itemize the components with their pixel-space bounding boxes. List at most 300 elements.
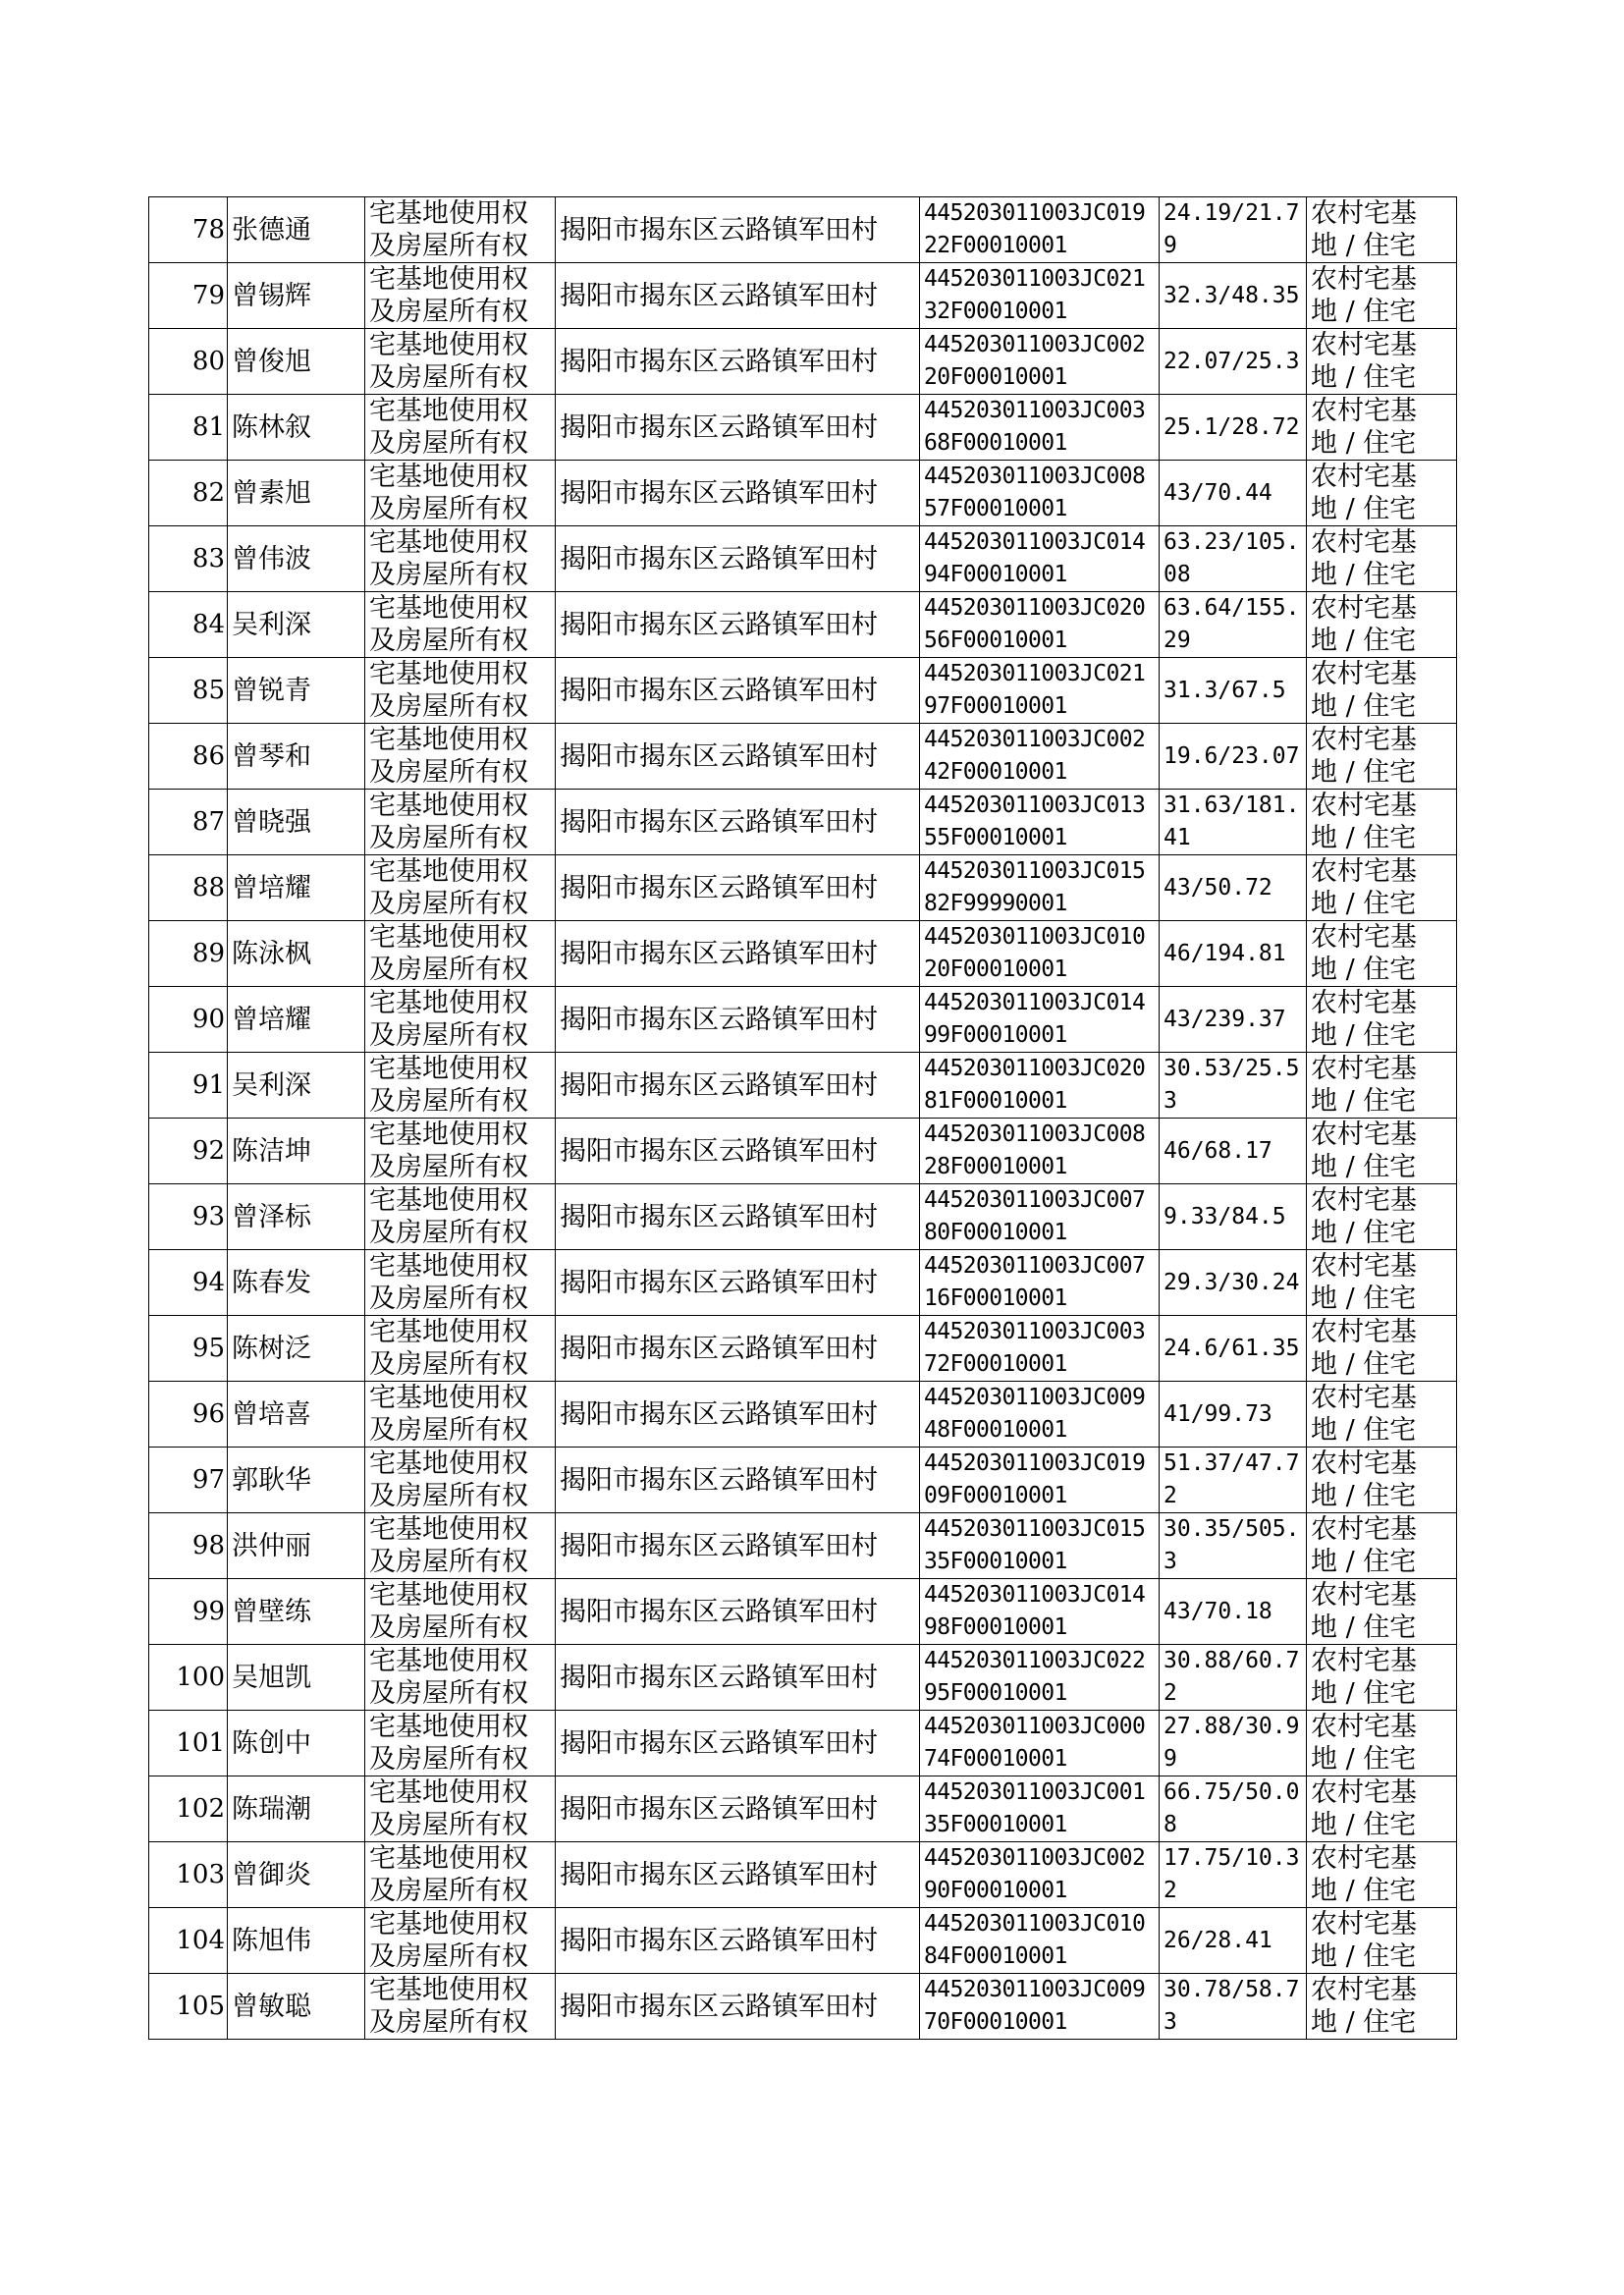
unit-code: 445203011003JC00242F00010001 <box>920 724 1160 790</box>
right-type-line2: 及房屋所有权 <box>369 1876 528 1906</box>
table-row <box>149 1842 1457 1908</box>
land-use-line1: 农村宅基 <box>1311 1185 1417 1216</box>
right-type-line2: 及房屋所有权 <box>369 1020 528 1051</box>
owner-name: 陈创中 <box>228 1711 365 1776</box>
right-type-line2: 及房屋所有权 <box>369 2007 528 2038</box>
location: 揭阳市揭东区云路镇军田村 <box>556 461 920 526</box>
location: 揭阳市揭东区云路镇军田村 <box>556 592 920 658</box>
table-row <box>149 921 1457 987</box>
land-use <box>1307 1053 1457 1119</box>
right-type-line2: 及房屋所有权 <box>369 1744 528 1775</box>
unit-code: 445203011003JC01922F00010001 <box>920 197 1160 263</box>
land-use-line1: 农村宅基 <box>1311 1712 1417 1742</box>
land-use-line2: 地 / 住宅 <box>1311 955 1417 985</box>
unit-code: 445203011003JC02056F00010001 <box>920 592 1160 658</box>
land-use-line1: 农村宅基 <box>1311 593 1417 624</box>
land-use <box>1307 461 1457 526</box>
land-use <box>1307 1513 1457 1579</box>
owner-name: 曾御炎 <box>228 1842 365 1908</box>
land-use <box>1307 1184 1457 1250</box>
row-number: 102 <box>149 1776 228 1842</box>
table-row <box>149 1776 1457 1842</box>
row-number: 91 <box>149 1053 228 1119</box>
location: 揭阳市揭东区云路镇军田村 <box>556 1053 920 1119</box>
owner-name: 曾泽标 <box>228 1184 365 1250</box>
land-use-line1: 农村宅基 <box>1311 1054 1417 1084</box>
table-row <box>149 526 1457 592</box>
land-use-line1: 农村宅基 <box>1311 198 1417 229</box>
owner-name: 曾敏聪 <box>228 1974 365 2040</box>
row-number: 98 <box>149 1513 228 1579</box>
right-type <box>365 197 556 263</box>
owner-name: 曾培耀 <box>228 855 365 921</box>
land-use-line1: 农村宅基 <box>1311 264 1417 295</box>
area: 51.37/47.72 <box>1160 1448 1307 1513</box>
row-number: 94 <box>149 1250 228 1316</box>
row-number: 78 <box>149 197 228 263</box>
row-number: 93 <box>149 1184 228 1250</box>
land-use-line1: 农村宅基 <box>1311 1580 1417 1611</box>
table-row <box>149 1908 1457 1974</box>
unit-code: 445203011003JC00857F00010001 <box>920 461 1160 526</box>
right-type-line1: 宅基地使用权 <box>369 1120 528 1150</box>
land-use-line2: 地 / 住宅 <box>1311 1218 1417 1248</box>
area: 30.35/505.3 <box>1160 1513 1307 1579</box>
land-use-line1: 农村宅基 <box>1311 527 1417 558</box>
unit-code: 445203011003JC01020F00010001 <box>920 921 1160 987</box>
right-type <box>365 1513 556 1579</box>
row-number: 86 <box>149 724 228 790</box>
area: 19.6/23.07 <box>1160 724 1307 790</box>
right-type-line2: 及房屋所有权 <box>369 560 528 590</box>
right-type-line1: 宅基地使用权 <box>369 1646 528 1676</box>
table-row <box>149 592 1457 658</box>
land-use-line2: 地 / 住宅 <box>1311 757 1417 788</box>
owner-name: 陈旭伟 <box>228 1908 365 1974</box>
land-use-line2: 地 / 住宅 <box>1311 1086 1417 1117</box>
right-type <box>365 1119 556 1184</box>
location: 揭阳市揭东区云路镇军田村 <box>556 1776 920 1842</box>
right-type-line1: 宅基地使用权 <box>369 330 528 360</box>
land-use-line1: 农村宅基 <box>1311 462 1417 492</box>
right-type-line2: 及房屋所有权 <box>369 1415 528 1446</box>
row-number: 100 <box>149 1645 228 1711</box>
land-use-line2: 地 / 住宅 <box>1311 1547 1417 1577</box>
table-row <box>149 263 1457 329</box>
area: 26/28.41 <box>1160 1908 1307 1974</box>
table-row <box>149 1250 1457 1316</box>
right-type <box>365 724 556 790</box>
right-type <box>365 1053 556 1119</box>
right-type-line2: 及房屋所有权 <box>369 1284 528 1314</box>
right-type-line1: 宅基地使用权 <box>369 1843 528 1874</box>
owner-name: 曾琴和 <box>228 724 365 790</box>
owner-name: 洪仲丽 <box>228 1513 365 1579</box>
area: 9.33/84.5 <box>1160 1184 1307 1250</box>
area: 43/50.72 <box>1160 855 1307 921</box>
owner-name: 曾壁练 <box>228 1579 365 1645</box>
unit-code: 445203011003JC00948F00010001 <box>920 1382 1160 1448</box>
right-type-line2: 及房屋所有权 <box>369 955 528 985</box>
right-type-line2: 及房屋所有权 <box>369 889 528 919</box>
land-use <box>1307 592 1457 658</box>
land-use-line1: 农村宅基 <box>1311 1514 1417 1545</box>
unit-code: 445203011003JC01355F00010001 <box>920 790 1160 855</box>
location: 揭阳市揭东区云路镇军田村 <box>556 1250 920 1316</box>
owner-name: 曾锐青 <box>228 658 365 724</box>
right-type <box>365 658 556 724</box>
unit-code: 445203011003JC00135F00010001 <box>920 1776 1160 1842</box>
area: 24.6/61.35 <box>1160 1316 1307 1382</box>
row-number: 90 <box>149 987 228 1053</box>
right-type-line2: 及房屋所有权 <box>369 428 528 459</box>
right-type-line1: 宅基地使用权 <box>369 1185 528 1216</box>
land-use <box>1307 395 1457 461</box>
land-use-line1: 农村宅基 <box>1311 988 1417 1018</box>
table-row <box>149 658 1457 724</box>
land-use <box>1307 1908 1457 1974</box>
land-use-line1: 农村宅基 <box>1311 659 1417 689</box>
land-use-line1: 农村宅基 <box>1311 1120 1417 1150</box>
right-type-line2: 及房屋所有权 <box>369 1810 528 1840</box>
land-use <box>1307 855 1457 921</box>
right-type <box>365 1711 556 1776</box>
location: 揭阳市揭东区云路镇军田村 <box>556 263 920 329</box>
owner-name: 陈树泛 <box>228 1316 365 1382</box>
unit-code: 445203011003JC00372F00010001 <box>920 1316 1160 1382</box>
row-number: 85 <box>149 658 228 724</box>
right-type <box>365 461 556 526</box>
row-number: 92 <box>149 1119 228 1184</box>
land-use <box>1307 1119 1457 1184</box>
location: 揭阳市揭东区云路镇军田村 <box>556 395 920 461</box>
right-type-line1: 宅基地使用权 <box>369 1580 528 1611</box>
land-use-line2: 地 / 住宅 <box>1311 1941 1417 1972</box>
area: 17.75/10.32 <box>1160 1842 1307 1908</box>
right-type <box>365 921 556 987</box>
land-use <box>1307 197 1457 263</box>
land-use <box>1307 724 1457 790</box>
right-type-line2: 及房屋所有权 <box>369 691 528 722</box>
right-type-line1: 宅基地使用权 <box>369 922 528 953</box>
land-use-line2: 地 / 住宅 <box>1311 428 1417 459</box>
right-type-line1: 宅基地使用权 <box>369 659 528 689</box>
land-use-line1: 农村宅基 <box>1311 1448 1417 1479</box>
land-use-line2: 地 / 住宅 <box>1311 231 1417 261</box>
owner-name: 曾素旭 <box>228 461 365 526</box>
unit-code: 445203011003JC00368F00010001 <box>920 395 1160 461</box>
right-type-line2: 及房屋所有权 <box>369 1678 528 1709</box>
area: 46/68.17 <box>1160 1119 1307 1184</box>
row-number: 96 <box>149 1382 228 1448</box>
table-row <box>149 855 1457 921</box>
owner-name: 吴旭凯 <box>228 1645 365 1711</box>
right-type-line2: 及房屋所有权 <box>369 1086 528 1117</box>
land-use-line2: 地 / 住宅 <box>1311 2007 1417 2038</box>
table-row <box>149 1316 1457 1382</box>
area: 24.19/21.79 <box>1160 197 1307 263</box>
right-type-line1: 宅基地使用权 <box>369 1383 528 1413</box>
right-type <box>365 1776 556 1842</box>
land-use-line1: 农村宅基 <box>1311 1843 1417 1874</box>
row-number: 81 <box>149 395 228 461</box>
row-number: 97 <box>149 1448 228 1513</box>
row-number: 79 <box>149 263 228 329</box>
right-type-line1: 宅基地使用权 <box>369 1514 528 1545</box>
land-use-line2: 地 / 住宅 <box>1311 1152 1417 1182</box>
location: 揭阳市揭东区云路镇军田村 <box>556 658 920 724</box>
table-row <box>149 1119 1457 1184</box>
right-type-line1: 宅基地使用权 <box>369 198 528 229</box>
unit-code: 445203011003JC02081F00010001 <box>920 1053 1160 1119</box>
right-type <box>365 1184 556 1250</box>
right-type-line1: 宅基地使用权 <box>369 1712 528 1742</box>
right-type-line1: 宅基地使用权 <box>369 791 528 821</box>
location: 揭阳市揭东区云路镇军田村 <box>556 921 920 987</box>
row-number: 89 <box>149 921 228 987</box>
area: 32.3/48.35 <box>1160 263 1307 329</box>
owner-name: 曾培耀 <box>228 987 365 1053</box>
unit-code: 445203011003JC00780F00010001 <box>920 1184 1160 1250</box>
land-use-line2: 地 / 住宅 <box>1311 1612 1417 1643</box>
area: 63.23/105.08 <box>1160 526 1307 592</box>
land-use-line1: 农村宅基 <box>1311 330 1417 360</box>
land-use-line1: 农村宅基 <box>1311 922 1417 953</box>
land-use-line1: 农村宅基 <box>1311 856 1417 887</box>
right-type <box>365 855 556 921</box>
unit-code: 445203011003JC02295F00010001 <box>920 1645 1160 1711</box>
row-number: 95 <box>149 1316 228 1382</box>
right-type-line2: 及房屋所有权 <box>369 1941 528 1972</box>
right-type <box>365 1579 556 1645</box>
right-type-line1: 宅基地使用权 <box>369 1317 528 1347</box>
land-use-line1: 农村宅基 <box>1311 725 1417 755</box>
land-use <box>1307 921 1457 987</box>
land-use-line2: 地 / 住宅 <box>1311 1020 1417 1051</box>
land-use <box>1307 526 1457 592</box>
owner-name: 陈洁坤 <box>228 1119 365 1184</box>
area: 46/194.81 <box>1160 921 1307 987</box>
area: 30.53/25.53 <box>1160 1053 1307 1119</box>
right-type <box>365 329 556 395</box>
area: 25.1/28.72 <box>1160 395 1307 461</box>
area: 30.78/58.73 <box>1160 1974 1307 2040</box>
land-use-line2: 地 / 住宅 <box>1311 626 1417 656</box>
right-type <box>365 1908 556 1974</box>
right-type-line1: 宅基地使用权 <box>369 988 528 1018</box>
land-use-line2: 地 / 住宅 <box>1311 889 1417 919</box>
land-use-line2: 地 / 住宅 <box>1311 1284 1417 1314</box>
land-use-line2: 地 / 住宅 <box>1311 691 1417 722</box>
area: 30.88/60.72 <box>1160 1645 1307 1711</box>
land-use <box>1307 1448 1457 1513</box>
land-use-line1: 农村宅基 <box>1311 1251 1417 1282</box>
land-use <box>1307 1776 1457 1842</box>
table-row <box>149 461 1457 526</box>
table-row <box>149 790 1457 855</box>
right-type <box>365 526 556 592</box>
owner-name: 曾伟波 <box>228 526 365 592</box>
table-row <box>149 1053 1457 1119</box>
land-use-line2: 地 / 住宅 <box>1311 1810 1417 1840</box>
right-type-line1: 宅基地使用权 <box>369 1909 528 1940</box>
table-row <box>149 1579 1457 1645</box>
row-number: 87 <box>149 790 228 855</box>
row-number: 104 <box>149 1908 228 1974</box>
land-use-line2: 地 / 住宅 <box>1311 1415 1417 1446</box>
right-type-line2: 及房屋所有权 <box>369 1612 528 1643</box>
land-use <box>1307 1579 1457 1645</box>
right-type-line2: 及房屋所有权 <box>369 1349 528 1380</box>
unit-code: 445203011003JC01582F99990001 <box>920 855 1160 921</box>
area: 27.88/30.99 <box>1160 1711 1307 1776</box>
table-row <box>149 1382 1457 1448</box>
right-type-line1: 宅基地使用权 <box>369 856 528 887</box>
row-number: 80 <box>149 329 228 395</box>
unit-code: 445203011003JC02132F00010001 <box>920 263 1160 329</box>
land-use <box>1307 1316 1457 1382</box>
unit-code: 445203011003JC00716F00010001 <box>920 1250 1160 1316</box>
land-use-line1: 农村宅基 <box>1311 1646 1417 1676</box>
table-body <box>149 197 1457 2040</box>
right-type-line1: 宅基地使用权 <box>369 527 528 558</box>
right-type-line1: 宅基地使用权 <box>369 396 528 426</box>
right-type <box>365 1842 556 1908</box>
land-use <box>1307 790 1457 855</box>
land-use-line1: 农村宅基 <box>1311 1777 1417 1808</box>
area: 31.63/181.41 <box>1160 790 1307 855</box>
owner-name: 陈泳枫 <box>228 921 365 987</box>
location: 揭阳市揭东区云路镇军田村 <box>556 1316 920 1382</box>
land-use-line2: 地 / 住宅 <box>1311 494 1417 524</box>
owner-name: 陈春发 <box>228 1250 365 1316</box>
right-type-line2: 及房屋所有权 <box>369 1152 528 1182</box>
land-use <box>1307 329 1457 395</box>
right-type <box>365 1316 556 1382</box>
table-row <box>149 724 1457 790</box>
land-use <box>1307 1711 1457 1776</box>
unit-code: 445203011003JC01909F00010001 <box>920 1448 1160 1513</box>
unit-code: 445203011003JC01084F00010001 <box>920 1908 1160 1974</box>
location: 揭阳市揭东区云路镇军田村 <box>556 1382 920 1448</box>
right-type-line2: 及房屋所有权 <box>369 362 528 393</box>
right-type-line1: 宅基地使用权 <box>369 1777 528 1808</box>
land-use-line1: 农村宅基 <box>1311 1317 1417 1347</box>
location: 揭阳市揭东区云路镇军田村 <box>556 790 920 855</box>
right-type <box>365 790 556 855</box>
table-row <box>149 395 1457 461</box>
unit-code: 445203011003JC00970F00010001 <box>920 1974 1160 2040</box>
location: 揭阳市揭东区云路镇军田村 <box>556 987 920 1053</box>
right-type <box>365 1382 556 1448</box>
land-use-line2: 地 / 住宅 <box>1311 823 1417 853</box>
right-type <box>365 395 556 461</box>
right-type-line1: 宅基地使用权 <box>369 264 528 295</box>
location: 揭阳市揭东区云路镇军田村 <box>556 855 920 921</box>
owner-name: 吴利深 <box>228 1053 365 1119</box>
owner-name: 陈瑞潮 <box>228 1776 365 1842</box>
right-type-line1: 宅基地使用权 <box>369 1251 528 1282</box>
area: 31.3/67.5 <box>1160 658 1307 724</box>
land-use <box>1307 1382 1457 1448</box>
right-type <box>365 1448 556 1513</box>
land-use-line1: 农村宅基 <box>1311 1383 1417 1413</box>
unit-code: 445203011003JC01498F00010001 <box>920 1579 1160 1645</box>
location: 揭阳市揭东区云路镇军田村 <box>556 197 920 263</box>
right-type <box>365 987 556 1053</box>
owner-name: 曾晓强 <box>228 790 365 855</box>
land-use-line1: 农村宅基 <box>1311 1975 1417 2005</box>
area: 29.3/30.24 <box>1160 1250 1307 1316</box>
location: 揭阳市揭东区云路镇军田村 <box>556 1842 920 1908</box>
area: 43/239.37 <box>1160 987 1307 1053</box>
location: 揭阳市揭东区云路镇军田村 <box>556 1579 920 1645</box>
owner-name: 张德通 <box>228 197 365 263</box>
right-type <box>365 263 556 329</box>
right-type-line2: 及房屋所有权 <box>369 494 528 524</box>
unit-code: 445203011003JC00828F00010001 <box>920 1119 1160 1184</box>
location: 揭阳市揭东区云路镇军田村 <box>556 1513 920 1579</box>
land-use-line2: 地 / 住宅 <box>1311 1481 1417 1511</box>
property-rights-table <box>148 196 1457 2040</box>
location: 揭阳市揭东区云路镇军田村 <box>556 1119 920 1184</box>
table-row <box>149 1711 1457 1776</box>
land-use <box>1307 263 1457 329</box>
right-type-line2: 及房屋所有权 <box>369 1218 528 1248</box>
land-use <box>1307 1842 1457 1908</box>
right-type-line1: 宅基地使用权 <box>369 1054 528 1084</box>
location: 揭阳市揭东区云路镇军田村 <box>556 1711 920 1776</box>
table-row <box>149 1974 1457 2040</box>
land-use-line2: 地 / 住宅 <box>1311 362 1417 393</box>
row-number: 82 <box>149 461 228 526</box>
right-type <box>365 592 556 658</box>
location: 揭阳市揭东区云路镇军田村 <box>556 1974 920 2040</box>
right-type-line1: 宅基地使用权 <box>369 593 528 624</box>
table-row <box>149 197 1457 263</box>
right-type-line2: 及房屋所有权 <box>369 1481 528 1511</box>
land-use <box>1307 1250 1457 1316</box>
row-number: 84 <box>149 592 228 658</box>
owner-name: 陈林叙 <box>228 395 365 461</box>
unit-code: 445203011003JC00074F00010001 <box>920 1711 1160 1776</box>
right-type-line2: 及房屋所有权 <box>369 823 528 853</box>
owner-name: 郭耿华 <box>228 1448 365 1513</box>
right-type-line1: 宅基地使用权 <box>369 725 528 755</box>
right-type-line1: 宅基地使用权 <box>369 462 528 492</box>
right-type-line2: 及房屋所有权 <box>369 626 528 656</box>
location: 揭阳市揭东区云路镇军田村 <box>556 1448 920 1513</box>
location: 揭阳市揭东区云路镇军田村 <box>556 1645 920 1711</box>
unit-code: 445203011003JC00220F00010001 <box>920 329 1160 395</box>
right-type-line2: 及房屋所有权 <box>369 1547 528 1577</box>
unit-code: 445203011003JC01535F00010001 <box>920 1513 1160 1579</box>
land-use-line2: 地 / 住宅 <box>1311 560 1417 590</box>
area: 63.64/155.29 <box>1160 592 1307 658</box>
area: 41/99.73 <box>1160 1382 1307 1448</box>
area: 43/70.18 <box>1160 1579 1307 1645</box>
location: 揭阳市揭东区云路镇军田村 <box>556 1184 920 1250</box>
row-number: 101 <box>149 1711 228 1776</box>
row-number: 83 <box>149 526 228 592</box>
land-use-line2: 地 / 住宅 <box>1311 1349 1417 1380</box>
area: 43/70.44 <box>1160 461 1307 526</box>
row-number: 103 <box>149 1842 228 1908</box>
area: 66.75/50.08 <box>1160 1776 1307 1842</box>
table-row <box>149 329 1457 395</box>
table-row <box>149 1513 1457 1579</box>
location: 揭阳市揭东区云路镇军田村 <box>556 724 920 790</box>
